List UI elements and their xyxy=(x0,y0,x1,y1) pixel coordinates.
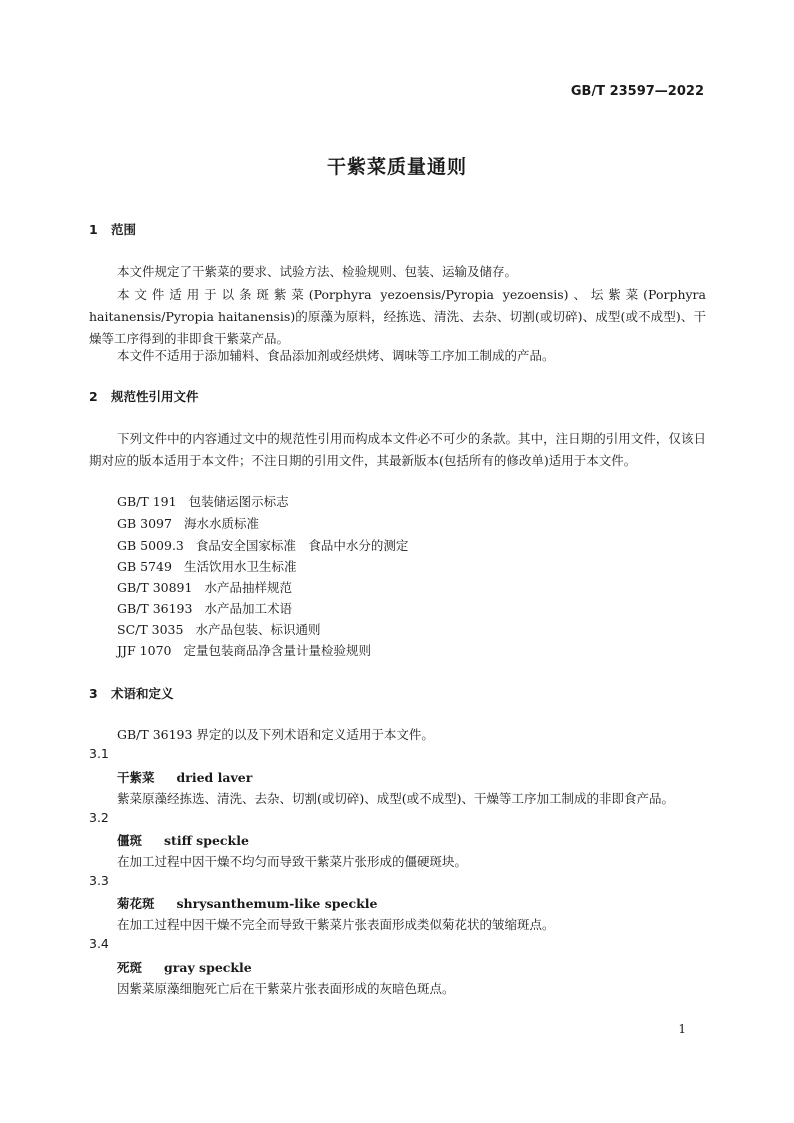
term-number: 3.4 xyxy=(89,936,109,951)
paragraph: 本文件适用于以条斑紫菜(Porphyra yezoensis/Pyropia yezoensis)、坛紫菜(Porphyra haitanensis/Pyropia haitanensis)的原藻为原料，经拣选、清洗、去杂、切割(或切碎)、成型(或不成型)、干燥等工序得到的非即食干紫菜产品。 xyxy=(89,287,706,346)
paragraph: 本文件规定了干紫菜的要求、试验方法、检验规则、包装、运输及储存。 xyxy=(117,264,518,279)
term-definition: 紫菜原藻经拣选、清洗、去杂、切割(或切碎)、成型(或不成型)、干燥等工序加工制成的非即食产品。 xyxy=(117,791,675,806)
term-definition: 因紫菜原藻细胞死亡后在干紫菜片张表面形成的灰暗色斑点。 xyxy=(117,981,455,996)
term-entry xyxy=(117,831,249,849)
reference-code: GB/T 36193 xyxy=(117,601,193,616)
paragraph: 下列文件中的内容通过文中的规范性引用而构成本文件必不可少的条款。其中，注日期的引用文件，仅该日期对应的版本适用于本文件；不注日期的引用文件，其最新版本(包括所有的修改单)适用于本文件。 xyxy=(89,431,706,468)
term-definition: 在加工过程中因干燥不均匀而导致干紫菜片张形成的僵硬斑块。 xyxy=(117,854,468,869)
section-number: 3 xyxy=(89,686,98,701)
term-english: dried laver xyxy=(176,770,253,785)
reference-title: 食品安全国家标准 食品中水分的测定 xyxy=(195,538,409,553)
reference-code: GB 3097 xyxy=(117,516,172,531)
section-heading-scope xyxy=(89,220,136,238)
term-chinese: 死斑 xyxy=(117,960,143,975)
paragraph: 本文件不适用于添加辅料、食品添加剂或经烘烤、调味等工序加工制成的产品。 xyxy=(117,348,555,363)
reference-title: 水产品抽样规范 xyxy=(204,580,292,595)
reference-title: 海水水质标准 xyxy=(183,516,259,531)
reference-title: 水产品加工术语 xyxy=(204,601,292,616)
reference-title: 生活饮用水卫生标准 xyxy=(183,559,297,574)
term-chinese: 菊花斑 xyxy=(117,896,155,911)
section-title: 规范性引用文件 xyxy=(111,389,199,404)
section-number: 2 xyxy=(89,389,98,404)
reference-item xyxy=(117,599,292,617)
reference-title: 定量包装商品净含量计量检验规则 xyxy=(183,643,371,658)
reference-code: SC/T 3035 xyxy=(117,622,184,637)
term-number: 3.2 xyxy=(89,810,109,825)
term-entry xyxy=(117,958,252,976)
document-title: 干紫菜质量通则 xyxy=(326,156,467,178)
section-heading-terms-definitions xyxy=(89,684,174,702)
section-heading-normative-references xyxy=(89,387,199,405)
reference-item xyxy=(117,578,292,596)
standard-number: GB/T 23597—2022 xyxy=(570,84,704,99)
section-title: 范围 xyxy=(111,222,137,237)
term-definition: 在加工过程中因干燥不完全而导致干紫菜片张表面形成类似菊花状的皱缩斑点。 xyxy=(117,917,555,932)
reference-item xyxy=(117,492,289,510)
reference-item xyxy=(117,641,371,659)
reference-code: GB 5749 xyxy=(117,559,172,574)
term-english: gray speckle xyxy=(164,960,252,975)
term-number: 3.1 xyxy=(89,746,109,761)
reference-code: GB 5009.3 xyxy=(117,538,184,553)
page-number: 1 xyxy=(678,1022,686,1036)
reference-title: 水产品包装、标识通则 xyxy=(195,622,321,637)
reference-code: JJF 1070 xyxy=(117,643,172,658)
reference-item xyxy=(117,557,296,575)
term-chinese: 干紫菜 xyxy=(117,770,155,785)
paragraph: GB/T 36193 界定的以及下列术语和定义适用于本文件。 xyxy=(117,727,434,742)
reference-title: 包装储运图示标志 xyxy=(188,494,289,509)
reference-item xyxy=(117,536,408,554)
section-number: 1 xyxy=(89,222,98,237)
term-chinese: 僵斑 xyxy=(117,833,143,848)
term-entry xyxy=(117,894,377,912)
reference-code: GB/T 191 xyxy=(117,494,177,509)
section-title: 术语和定义 xyxy=(111,686,174,701)
reference-code: GB/T 30891 xyxy=(117,580,193,595)
term-entry xyxy=(117,768,252,786)
reference-item xyxy=(117,620,320,638)
term-english: stiff speckle xyxy=(164,833,249,848)
reference-item xyxy=(117,514,259,532)
term-english: shrysanthemum-like speckle xyxy=(176,896,378,911)
term-number: 3.3 xyxy=(89,873,109,888)
